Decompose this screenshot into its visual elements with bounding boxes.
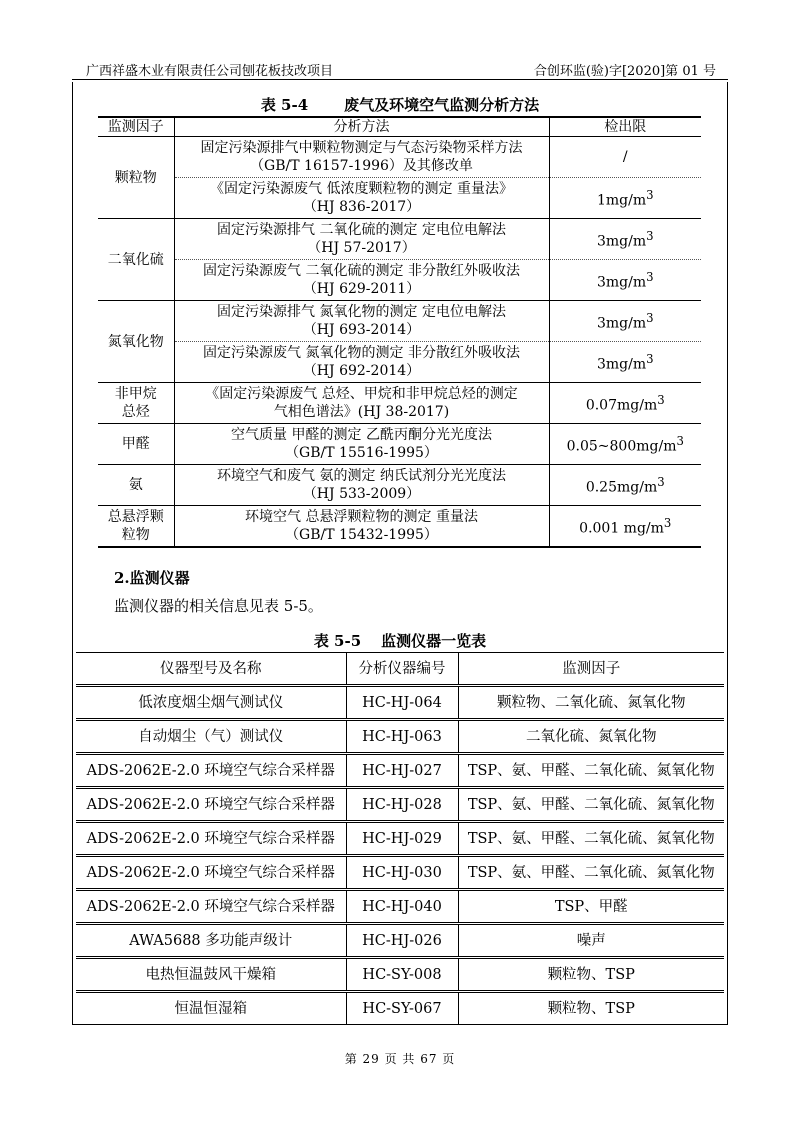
method-cell [174,506,549,547]
method-line: （HJ 629-2011） [302,281,421,297]
instrument-factors: 二氧化硫、氮氧化物 [458,720,724,754]
factor-cell [98,383,174,424]
table-row [76,958,724,992]
limit-exponent: 3 [663,515,672,530]
header-report-number: 合创环监(验)字[2020]第 01 号 [533,64,716,79]
limit-value: 0.25mg/m [585,479,658,496]
factor-cell: 二氧化硫 [98,219,174,301]
table-row [76,788,724,822]
header-cell: 检出限 [549,117,701,137]
instrument-factors: TSP、氨、甲醛、二氧化硫、氮氧化物 [458,822,724,856]
limit-exponent: 3 [646,229,654,244]
instrument-factors: TSP、氨、甲醛、二氧化硫、氮氧化物 [458,754,724,788]
section-heading: 2.监测仪器 [114,569,190,587]
limit-value: 1mg/m [596,192,647,209]
method-line: （HJ 533-2009） [302,486,421,502]
method-line: 气相色谱法》(HJ 38-2017) [273,404,450,420]
table-row [76,924,724,958]
method-line: 固定污染源排气中颗粒物测定与气态污染物采样方法 [200,140,523,156]
instrument-name: 自动烟尘（气）测试仪 [76,720,346,754]
instrument-code: HC-SY-067 [346,992,458,1025]
method-line: 环境空气和废气 氨的测定 纳氏试剂分光光度法 [217,468,506,484]
header-cell: 监测因子 [98,117,174,137]
instrument-code: HC-HJ-028 [346,788,458,822]
instrument-factors: TSP、氨、甲醛、二氧化硫、氮氧化物 [458,856,724,890]
method-cell [174,260,549,301]
instrument-code: HC-HJ-030 [346,856,458,890]
table-5-4-title: 废气及环境空气监测分析方法 [344,96,540,114]
analysis-methods-table [98,116,701,548]
instrument-code: HC-HJ-029 [346,822,458,856]
instrument-name: ADS-2062E-2.0 环境空气综合采样器 [76,856,346,890]
method-line: 固定污染源排气 二氧化硫的测定 定电位电解法 [217,222,506,238]
instrument-name: ADS-2062E-2.0 环境空气综合采样器 [76,890,346,924]
table-row [98,137,701,178]
instrument-code: HC-HJ-064 [346,686,458,720]
table-row [98,383,701,424]
instrument-factors: 颗粒物、二氧化硫、氮氧化物 [458,686,724,720]
limit-cell [549,465,701,506]
table-row [76,890,724,924]
instrument-factors: 颗粒物、TSP [458,992,724,1025]
method-cell [174,342,549,383]
header-rule [72,79,728,80]
limit-value: 3mg/m [596,315,647,332]
instrument-code: HC-HJ-027 [346,754,458,788]
instrument-code: HC-HJ-026 [346,924,458,958]
limit-exponent: 3 [676,434,684,449]
method-cell [174,219,549,260]
header-cell: 监测因子 [458,653,724,686]
method-line: （GB/T 15432-1995） [285,526,438,543]
instrument-table [76,652,724,1025]
method-line: 环境空气 总悬浮颗粒物的测定 重量法 [245,508,478,525]
table-row [98,219,701,260]
table-5-5-title: 监测仪器一览表 [381,632,487,650]
method-line: 固定污染源排气 氮氧化物的测定 定电位电解法 [217,304,506,320]
instrument-name: ADS-2062E-2.0 环境空气综合采样器 [76,788,346,822]
header-cell: 分析方法 [174,117,549,137]
limit-exponent: 3 [646,352,654,367]
instrument-factors: 噪声 [458,924,724,958]
factor-line: 总悬浮颗 [107,508,164,525]
instrument-factors: TSP、甲醛 [458,890,724,924]
factor-cell [98,506,174,547]
factor-cell: 颗粒物 [98,137,174,219]
instrument-factors: TSP、氨、甲醛、二氧化硫、氮氧化物 [458,788,724,822]
instrument-name: 低浓度烟尘烟气测试仪 [76,686,346,720]
instrument-name: ADS-2062E-2.0 环境空气综合采样器 [76,754,346,788]
table-row [98,260,701,301]
instrument-name: AWA5688 多功能声级计 [76,924,346,958]
factor-line: 非甲烷 [114,386,157,402]
limit-cell [549,137,701,178]
limit-exponent: 3 [646,311,654,326]
table-header-row [76,653,724,686]
factor-cell: 甲醛 [98,424,174,465]
instrument-name: ADS-2062E-2.0 环境空气综合采样器 [76,822,346,856]
method-cell [174,383,549,424]
limit-cell [549,506,701,547]
table-5-5-number: 表 5-5 [313,632,362,650]
table-row [76,754,724,788]
instrument-code: HC-HJ-063 [346,720,458,754]
instrument-code: HC-SY-008 [346,958,458,992]
limit-value: 0.05~800mg/m [566,438,677,455]
instrument-code: HC-HJ-040 [346,890,458,924]
method-line: 空气质量 甲醛的测定 乙酰丙酮分光光度法 [231,427,492,443]
table-row [98,301,701,342]
table-row [98,465,701,506]
method-cell [174,137,549,178]
table-row [98,506,701,547]
method-line: （HJ 836-2017） [302,199,421,215]
method-cell [174,178,549,219]
limit-exponent: 3 [646,188,654,203]
limit-exponent: 3 [646,270,654,285]
limit-cell [549,301,701,342]
table-row [98,178,701,219]
limit-value: 0.07mg/m [585,397,658,414]
limit-value: 3mg/m [596,233,647,250]
method-line: （HJ 57-2017） [307,240,416,256]
section-paragraph: 监测仪器的相关信息见表 5-5。 [114,597,323,615]
table-row [76,856,724,890]
method-cell [174,465,549,506]
limit-cell [549,342,701,383]
factor-line: 粒物 [121,526,150,543]
limit-exponent: 3 [657,475,665,490]
factor-cell: 氮氧化物 [98,301,174,383]
method-line: 固定污染源废气 二氧化硫的测定 非分散红外吸收法 [203,263,520,279]
instrument-factors: 颗粒物、TSP [458,958,724,992]
limit-value: 3mg/m [596,274,647,291]
table-5-4-number: 表 5-4 [260,96,309,114]
limit-cell [549,260,701,301]
page-number: 第 29 页 共 67 页 [344,1052,456,1066]
table-header-row [98,117,701,137]
table-row [98,424,701,465]
table-row [76,992,724,1025]
limit-cell [549,219,701,260]
method-line: （GB/T 15516-1995） [285,445,438,461]
limit-exponent: 3 [657,393,665,408]
limit-cell [549,424,701,465]
method-line: 固定污染源废气 氮氧化物的测定 非分散红外吸收法 [203,345,520,361]
table-5-4-caption [0,94,800,115]
instrument-name: 电热恒温鼓风干燥箱 [76,958,346,992]
table-row [76,822,724,856]
method-line: （GB/T 16157-1996）及其修改单 [250,158,473,174]
limit-value: / [622,149,628,165]
factor-line: 总烃 [121,404,150,420]
factor-cell: 氨 [98,465,174,506]
header-cell: 仪器型号及名称 [76,653,346,686]
method-line: 《固定污染源废气 总烃、甲烷和非甲烷总烃的测定 [205,386,518,402]
method-cell [174,301,549,342]
table-row [76,686,724,720]
table-5-5-caption [0,630,800,651]
table-row [76,720,724,754]
method-cell [174,424,549,465]
header-project-name: 广西祥盛木业有限责任公司刨花板技改项目 [86,64,334,79]
method-line: 《固定污染源废气 低浓度颗粒物的测定 重量法》 [210,181,513,197]
table-row [98,342,701,383]
instrument-name: 恒温恒湿箱 [76,992,346,1025]
limit-cell [549,383,701,424]
method-line: （HJ 692-2014） [302,363,421,379]
limit-value: 3mg/m [596,356,647,373]
limit-value: 0.001 mg/m [579,520,664,537]
limit-cell [549,178,701,219]
header-cell: 分析仪器编号 [346,653,458,686]
method-line: （HJ 693-2014） [302,322,421,338]
